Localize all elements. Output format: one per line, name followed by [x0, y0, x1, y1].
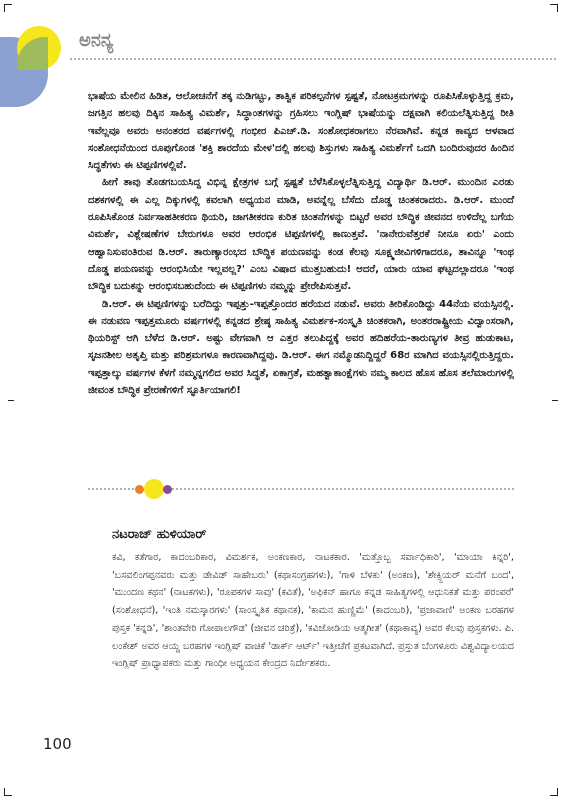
paragraph-1: ಭಾಷೆಯ ಮೇಲಿನ ಹಿಡಿತ, ಆಲೋಚನೆಗೆ ತಕ್ಕ ನುಡಿಗಟ್ಟು, ತಾತ್ವಿಕ ಪರಿಕಲ್ಪನೆಗಳ ಸ್ಪಷ್ಟತೆ, ನೋಟಕ್ರಮಗಳನ್ನು ರೂಪಿಸಿಕೊಳ್ಳುತ್ತಿದ್ದ ಕ್ರಮ, ಜಗತ್ತಿನ ಹಲವು ದಿಕ್ಕಿನ ಸಾಹಿತ್ಯ ವಿಮರ್ಶೆ, ಸಿದ್ಧಾಂತಗಳನ್ನು ಗ್ರಹಿಸಲು ಇಂಗ್ಲಿಷ್ ಭಾಷೆಯನ್ನು ದಕ್ಷವಾಗಿ ಕಲಿಯಲೆತ್ನಿಸುತ್ತಿದ್ದ ರೀತಿ ಇವೆಲ್ಲವೂ ಅವರು ಅನಂತರದ ವರ್ಷಗಳಲ್ಲಿ ಗಂಭೀರ ಪಿಎಚ್.ಡಿ. ಸಂಶೋಧಕರಾಗಲು ನೆರವಾಗಿವೆ. ಕನ್ನಡ ಕಾವ್ಯದ ಆಳವಾದ ಸಂಶೋಧನೆಯಿಂದ ರೂಪುಗೊಂಡ 'ಶಕ್ತಿ ಶಾರದೆಯ ಮೇಳ'ದಲ್ಲಿ ಹಲವು ಶಿಸ್ತುಗಳು ಸಾಹಿತ್ಯ ವಿಮರ್ಶೆಗೆ ಒದಗಿ ಬಂದಿರುವುದರ ಹಿಂದಿನ ಸಿದ್ಧತೆಗಳು ಈ ಟಿಪ್ಪಣಿಗಳಲ್ಲಿವೆ.	[88, 91, 514, 172]
paragraph-2: ಹೀಗೆ ತಾವು ತೊಡಗಬಯಸಿದ್ದ ವಿಭಿನ್ನ ಕ್ಷೇತ್ರಗಳ ಬಗ್ಗೆ ಸ್ಪಷ್ಟತೆ ಬೆಳೆಸಿಕೊಳ್ಳಲೆತ್ನಿಸುತ್ತಿದ್ದ ವಿದ್ಯಾರ್ಥಿ ಡಿ.ಆರ್. ಮುಂದಿನ ಎರಡು ದಶಕಗಳಲ್ಲಿ ಈ ಎಲ್ಲ ದಿಕ್ಕುಗಳಲ್ಲಿ ಕವಲಾಗಿ ಅಧ್ಯಯನ ಮಾಡಿ, ಅವನ್ನೆಲ್ಲ ಬೆಸೆದು ದೊಡ್ಡ ಚಿಂತಕರಾದರು. ಡಿ.ಆರ್. ಮುಂದೆ ರೂಪಿಸಿಕೊಂಡ ನಿರ್ವಸಾಹತೀಕರಣ ಥಿಯರಿ, ಜಾಗತೀಕರಣ ಕುರಿತ ಚಿಂತನೆಗಳನ್ನು ಬಿಟ್ಟರೆ ಅವರ ಬೌದ್ಧಿಕ ಜೀವನದ ಉಳಿದೆಲ್ಲ ಬಗೆಯ ವಿಮರ್ಶೆ, ವಿಶ್ಲೇಷಣೆಗಳ ಬೇರುಗಳೂ ಅವರ ಆರಂಭಿಕ ಟಿಪ್ಪಣಿಗಳಲ್ಲಿ ಕಾಣುತ್ತವೆ. 'ನಾನೇರುವೆತ್ತರಕೆ ನೀನೂ ಏರು' ಎಂದು ಆಹ್ವಾನಿಸುವಂತಿರುವ ಡಿ.ಆರ್. ತಾರುಣ್ಯಾರಂಭದ ಬೌದ್ಧಿಕ ಪಯಣವನ್ನು ಕಂಡ ಕೆಲವು ಸೂಕ್ಷ್ಮಜೀವಿಗಳಿಗಾದರೂ, ತಾವಿನ್ನೂ 'ಇಂಥ ದೊಡ್ಡ ಪಯಣವನ್ನು ಆರಂಭಿಸಿಯೇ ಇಲ್ಲವಲ್ಲ?' ಎಂಬ ವಿಷಾದ ಮುತ್ತಬಹುದು! ಆದರೆ, ಯಾರು ಯಾವ ಘಟ್ಟದಲ್ಲಾದರೂ 'ಇಂಥ ಬೌದ್ಧಿಕ ಬದುಕನ್ನು ಆರಂಭಿಸಬಹುದೆಂದು ಈ ಟಿಪ್ಪಣಿಗಳು ನಮ್ಮನ್ನು ಪ್ರೇರೇಪಿಸುತ್ತವೆ.	[88, 177, 514, 293]
crop-mark-bottom-right	[550, 788, 558, 796]
divider-yellow-dot	[144, 479, 164, 499]
crop-mark-bottom-left	[4, 788, 12, 796]
running-header-title: ಅನನ್ಯ	[79, 30, 114, 51]
header-dotted-rule	[70, 58, 556, 60]
divider-purple-dot	[163, 485, 172, 494]
main-article-body	[88, 88, 514, 399]
crop-tick-right	[552, 400, 558, 401]
crop-tick-left	[8, 400, 14, 401]
author-name: ನಟರಾಜ್ ಹುಳಿಯಾರ್	[112, 527, 207, 542]
divider-orange-dot	[135, 485, 144, 494]
paragraph-3: ಡಿ.ಆರ್. ಈ ಟಿಪ್ಪಣಿಗಳನ್ನು ಬರೆದಿದ್ದು ಇಪ್ಪತ್ತು-ಇಪ್ಪತ್ತೊಂದರ ಹರೆಯದ ನಡುವೆ. ಅವರು ತೀರಿಕೊಂಡಿದ್ದು 44ನೆಯ ವಯಸ್ಸಿನಲ್ಲಿ. ಈ ನಡುವಣ ಇಪ್ಪತ್ತಮೂರು ವರ್ಷಗಳಲ್ಲಿ ಕನ್ನಡದ ಶ್ರೇಷ್ಠ ಸಾಹಿತ್ಯ ವಿಮರ್ಶಕ-ಸಂಸ್ಕೃತಿ ಚಿಂತಕರಾಗಿ, ಅಂತರರಾಷ್ಟ್ರೀಯ ವಿದ್ವಾಂಸರಾಗಿ, ಥಿಯರಿಸ್ಟ್ ಆಗಿ ಬೆಳೆದ ಡಿ.ಆರ್. ಅಷ್ಟು ವೇಗವಾಗಿ ಆ ಎತ್ತರ ತಲುಪಿದ್ದಕ್ಕೆ ಅವರ ಹದಿಹರೆಯ-ತಾರುಣ್ಯಗಳ ತೀವ್ರ ಹುಡುಕಾಟ, ಸೃಜನಶೀಲ ಅತೃಪ್ತಿ ಮತ್ತು ಪರಿಶ್ರಮಗಳೂ ಕಾರಣವಾಗಿದ್ದವು. ಡಿ.ಆರ್. ಈಗ ನಮ್ಮೊಡನಿದ್ದಿದ್ದರೆ 68ರ ಮಾಗಿದ ವಯಸ್ಸಿನಲ್ಲಿರುತ್ತಿದ್ದರು. ಇಪ್ಪತ್ತಾಲ್ಕು ವರ್ಷಗಳ ಕೆಳಗೆ ನಮ್ಮನ್ನಗಲಿದ ಅವರ ಸಿದ್ಧತೆ, ಏಕಾಗ್ರತೆ, ಮಹತ್ವಾಕಾಂಕ್ಷೆಗಳು ನಮ್ಮ ಕಾಲದ ಹೊಸ ಹೊಸ ತಲೆಮಾರುಗಳಲ್ಲಿ ಜೀವಂತ ಬೌದ್ಧಿಕ ಪ್ರೇರಣೆಗಳಿಗೆ ಸ್ಫೂರ್ತಿಯಾಗಲಿ!	[88, 298, 514, 397]
page-number: 100	[43, 735, 72, 753]
section-divider	[88, 479, 514, 499]
crop-mark-top-left	[4, 4, 12, 12]
author-bio: ಕವಿ, ಕತೆಗಾರ, ಕಾದಂಬರಿಕಾರ, ವಿಮರ್ಶಕ, ಅಂಕಣಕಾರ, ನಾಟಕಕಾರ. 'ಮತ್ತೊಬ್ಬ ಸರ್ವಾಧಿಕಾರಿ', 'ಮಾಯಾ ಕಿನ್ನರಿ', 'ಬಸವಲಿಂಗಪ್ಪನವರು ಮತ್ತು ಡೇವಿಡ್ ಸಾಹೇಬರು' (ಕಥಾಸಂಗ್ರಹಗಳು), 'ಗಾಳಿ ಬೆಳಕು' (ಅಂಕಣ), 'ಶೇಕ್ಸ್ಪಿಯರ್ ಮನೆಗೆ ಬಂದ', 'ಮುಂದಣ ಕಥನ' (ನಾಟಕಗಳು), 'ರೂಪಕಗಳ ಸಾವು' (ಕವಿತೆ), 'ಅಫಿಕನ್ ಹಾಗೂ ಕನ್ನಡ ಸಾಹಿತ್ಯಗಳಲ್ಲಿ ಆಧುನಿಕತೆ ಮತ್ತು ಪರಂಪರೆ' (ಸಂಶೋಧನೆ), 'ಇಂತಿ ನಮಸ್ಕಾರಗಳು' (ಸಾಂಸ್ಕೃತಿಕ ಕಥಾನಕ), 'ಕಾಮನ ಹುಣ್ಣಿಮೆ' (ಕಾದಂಬರಿ), 'ಪ್ರಜಾವಾಣಿ' ಅಂಕಣ ಬರಹಗಳ ಪುಸ್ತಕ 'ಕನ್ನಡಿ', 'ಶಾಂತವೇರಿ ಗೋಪಾಲಗೌಡ' (ಜೀವನ ಚರಿತ್ರೆ), 'ಕವಿಜೋಡಿಯ ಆತ್ಮಗೀತ' (ಕಥಾಕಾವ್ಯ) ಅವರ ಕೆಲವು ಪುಸ್ತಕಗಳು. ಪಿ. ಲಂಕೇಶ್ ಅವರ ಆಯ್ದ ಬರಹಗಳ ಇಂಗ್ಲಿಷ್ ವಾಚಿಕೆ 'ಡಾರ್ಕ್ ಆರ್ಟ್' ಇತ್ತೀಚೆಗೆ ಪ್ರಕಟವಾಗಿದೆ. ಪ್ರಸ್ತುತ ಬೆಂಗಳೂರು ವಿಶ್ವವಿದ್ಯಾಲಯದ ಇಂಗ್ಲಿಷ್ ಪ್ರಾಧ್ಯಾಪಕರು ಮತ್ತು ಗಾಂಧೀ ಅಧ್ಯಯನ ಕೇಂದ್ರದ ನಿರ್ದೇಶಕರು.	[112, 552, 514, 670]
crop-mark-top-right	[550, 4, 558, 12]
